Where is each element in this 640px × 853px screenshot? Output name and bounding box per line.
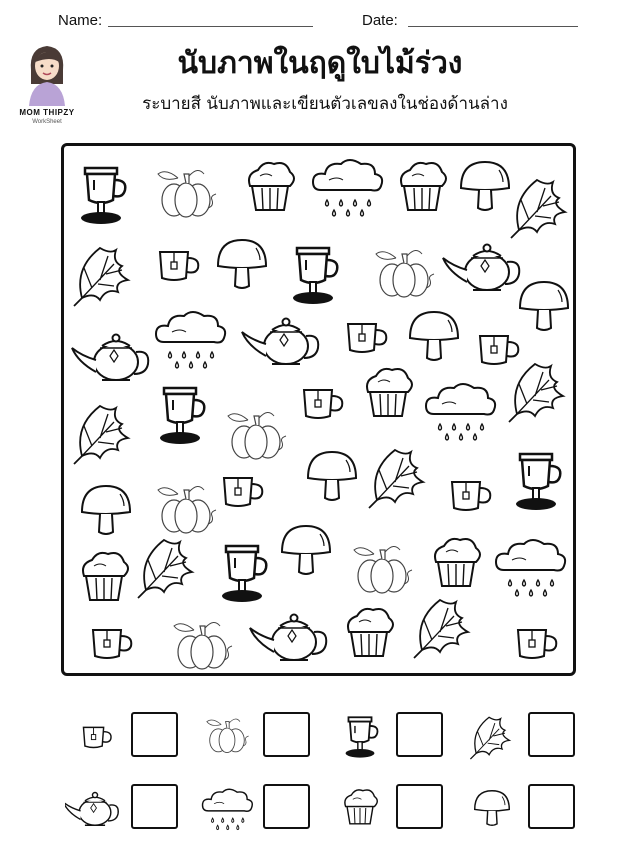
- date-label: Date:: [362, 12, 398, 29]
- mushroom-icon[interactable]: [282, 526, 330, 574]
- mushroom-icon[interactable]: [461, 162, 509, 210]
- cupcake-icon[interactable]: [249, 163, 294, 210]
- cupcake-icon[interactable]: [83, 553, 128, 600]
- mushroom-icon: [462, 780, 522, 836]
- date-field-line[interactable]: [408, 26, 578, 27]
- picture-board: [61, 143, 576, 676]
- goblet-icon[interactable]: [160, 388, 204, 444]
- count-box-leaf[interactable]: [528, 712, 575, 757]
- teapot-icon[interactable]: [242, 319, 318, 365]
- count-box-mushroom[interactable]: [528, 784, 575, 829]
- teapot-icon[interactable]: [443, 245, 519, 291]
- girl-avatar-icon: [23, 40, 71, 106]
- pumpkin-icon[interactable]: [158, 486, 216, 533]
- brand-subtitle: WorkSheet: [32, 119, 62, 125]
- mug-icon[interactable]: [304, 390, 342, 418]
- goblet-icon[interactable]: [293, 248, 337, 304]
- name-label: Name:: [58, 12, 103, 29]
- mug-icon[interactable]: [93, 630, 131, 658]
- cupcake-icon[interactable]: [348, 609, 393, 656]
- mug-icon[interactable]: [224, 478, 262, 506]
- leaf-icon[interactable]: [74, 406, 128, 464]
- rain-cloud-icon[interactable]: [313, 160, 382, 216]
- mug-icon[interactable]: [348, 324, 386, 352]
- cupcake-icon[interactable]: [401, 163, 446, 210]
- pumpkin-icon[interactable]: [174, 622, 232, 669]
- pumpkin-icon[interactable]: [158, 170, 216, 217]
- mushroom-icon[interactable]: [82, 486, 130, 534]
- cupcake-icon[interactable]: [435, 539, 480, 586]
- leaf-icon[interactable]: [414, 600, 468, 658]
- name-field-line[interactable]: [108, 26, 313, 27]
- goblet-icon: [330, 708, 390, 764]
- goblet-icon[interactable]: [81, 168, 125, 224]
- mug-icon[interactable]: [160, 252, 198, 280]
- mushroom-icon[interactable]: [308, 452, 356, 500]
- mug-icon[interactable]: [480, 336, 518, 364]
- teapot-icon: [65, 780, 125, 836]
- goblet-icon[interactable]: [516, 454, 560, 510]
- instructions: ระบายสี นับภาพและเขียนตัวเลขลงในช่องด้านล่าง: [142, 94, 508, 114]
- leaf-icon[interactable]: [138, 540, 192, 598]
- mushroom-icon[interactable]: [520, 282, 568, 330]
- rain-cloud-icon: [197, 780, 257, 836]
- count-box-mug[interactable]: [131, 712, 178, 757]
- mushroom-icon[interactable]: [410, 312, 458, 360]
- leaf-icon[interactable]: [74, 248, 128, 306]
- cupcake-icon: [330, 780, 390, 836]
- leaf-icon[interactable]: [369, 450, 423, 508]
- rain-cloud-icon[interactable]: [156, 312, 225, 368]
- leaf-icon[interactable]: [511, 180, 565, 238]
- mug-icon[interactable]: [452, 482, 490, 510]
- rain-cloud-icon[interactable]: [426, 384, 495, 440]
- pumpkin-icon[interactable]: [354, 546, 412, 593]
- goblet-icon[interactable]: [222, 546, 266, 602]
- mushroom-icon[interactable]: [218, 240, 266, 288]
- mug-icon: [65, 708, 125, 764]
- leaf-icon: [462, 708, 522, 764]
- count-box-goblet[interactable]: [396, 712, 443, 757]
- teapot-icon[interactable]: [72, 335, 148, 381]
- count-box-cupcake[interactable]: [396, 784, 443, 829]
- page-title: นับภาพในฤดูใบไม้ร่วง: [177, 46, 463, 81]
- count-box-teapot[interactable]: [131, 784, 178, 829]
- pumpkin-icon[interactable]: [376, 250, 434, 297]
- leaf-icon[interactable]: [509, 364, 563, 422]
- mug-icon[interactable]: [518, 630, 556, 658]
- count-box-cloud[interactable]: [263, 784, 310, 829]
- picture-grid: [64, 146, 579, 679]
- count-box-pumpkin[interactable]: [263, 712, 310, 757]
- pumpkin-icon[interactable]: [228, 412, 286, 459]
- brand-name: MOM THIPZY: [19, 108, 75, 117]
- teapot-icon[interactable]: [250, 615, 326, 661]
- rain-cloud-icon[interactable]: [496, 540, 565, 596]
- cupcake-icon[interactable]: [367, 369, 412, 416]
- pumpkin-icon: [197, 708, 257, 764]
